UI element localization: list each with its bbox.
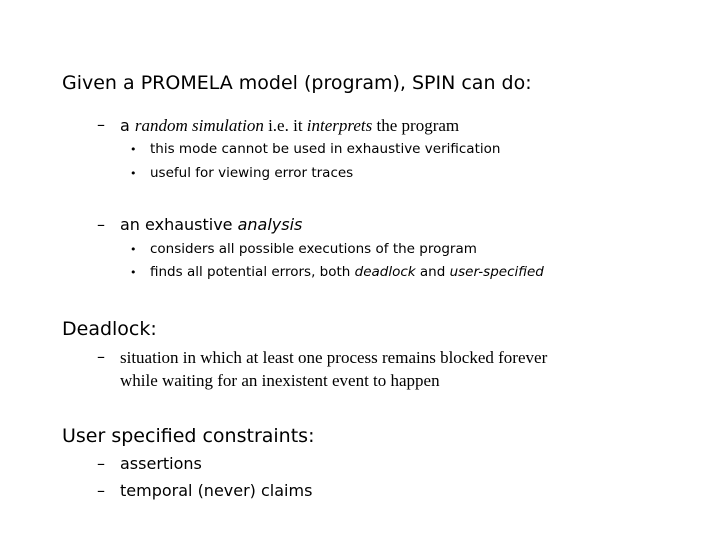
deadlock-definition-line1: situation in which at least one process remains blocked forever [120, 348, 548, 367]
dash-marker: – [97, 454, 105, 473]
heading-spin-capabilities: Given a PROMELA model (program), SPIN can do: [62, 72, 532, 94]
sub-item-all-executions: considers all possible executions of the program [150, 241, 477, 257]
emphasis-deadlock: deadlock [354, 264, 416, 280]
text-fragment: an exhaustive [120, 215, 238, 234]
item-exhaustive-analysis [120, 217, 302, 233]
dash-marker: – [97, 115, 105, 134]
deadlock-definition-line2: while waiting for an inexistent event to happen [120, 371, 440, 390]
text-fragment: and [415, 264, 450, 280]
text-fragment: the program [372, 116, 460, 135]
sub-item-potential-errors [150, 266, 544, 280]
dash-marker: – [97, 481, 105, 500]
sub-item-error-traces: useful for viewing error traces [150, 165, 354, 181]
bullet-marker: • [130, 266, 137, 279]
sub-item-no-exhaustive: this mode cannot be used in exhaustive verification [150, 141, 501, 157]
bullet-marker: • [130, 167, 137, 180]
emphasis-user-specified: user-specified [449, 264, 544, 280]
text-fragment: finds all potential errors, both [150, 264, 355, 280]
item-random-simulation [120, 117, 459, 134]
text-fragment: a [120, 116, 135, 135]
bullet-marker: • [130, 143, 137, 156]
constraint-assertions: assertions [120, 454, 202, 473]
heading-user-constraints: User specified constraints: [62, 425, 315, 447]
emphasis-random-simulation: random simulation [134, 116, 264, 135]
dash-marker: – [97, 215, 105, 234]
heading-deadlock: Deadlock: [62, 318, 157, 340]
dash-marker: – [97, 347, 105, 366]
constraint-temporal-claims: temporal (never) claims [120, 481, 313, 500]
text-fragment: i.e. it [263, 116, 307, 135]
bullet-marker: • [130, 243, 137, 256]
emphasis-analysis: analysis [237, 215, 303, 234]
emphasis-interprets: interprets [306, 116, 373, 135]
